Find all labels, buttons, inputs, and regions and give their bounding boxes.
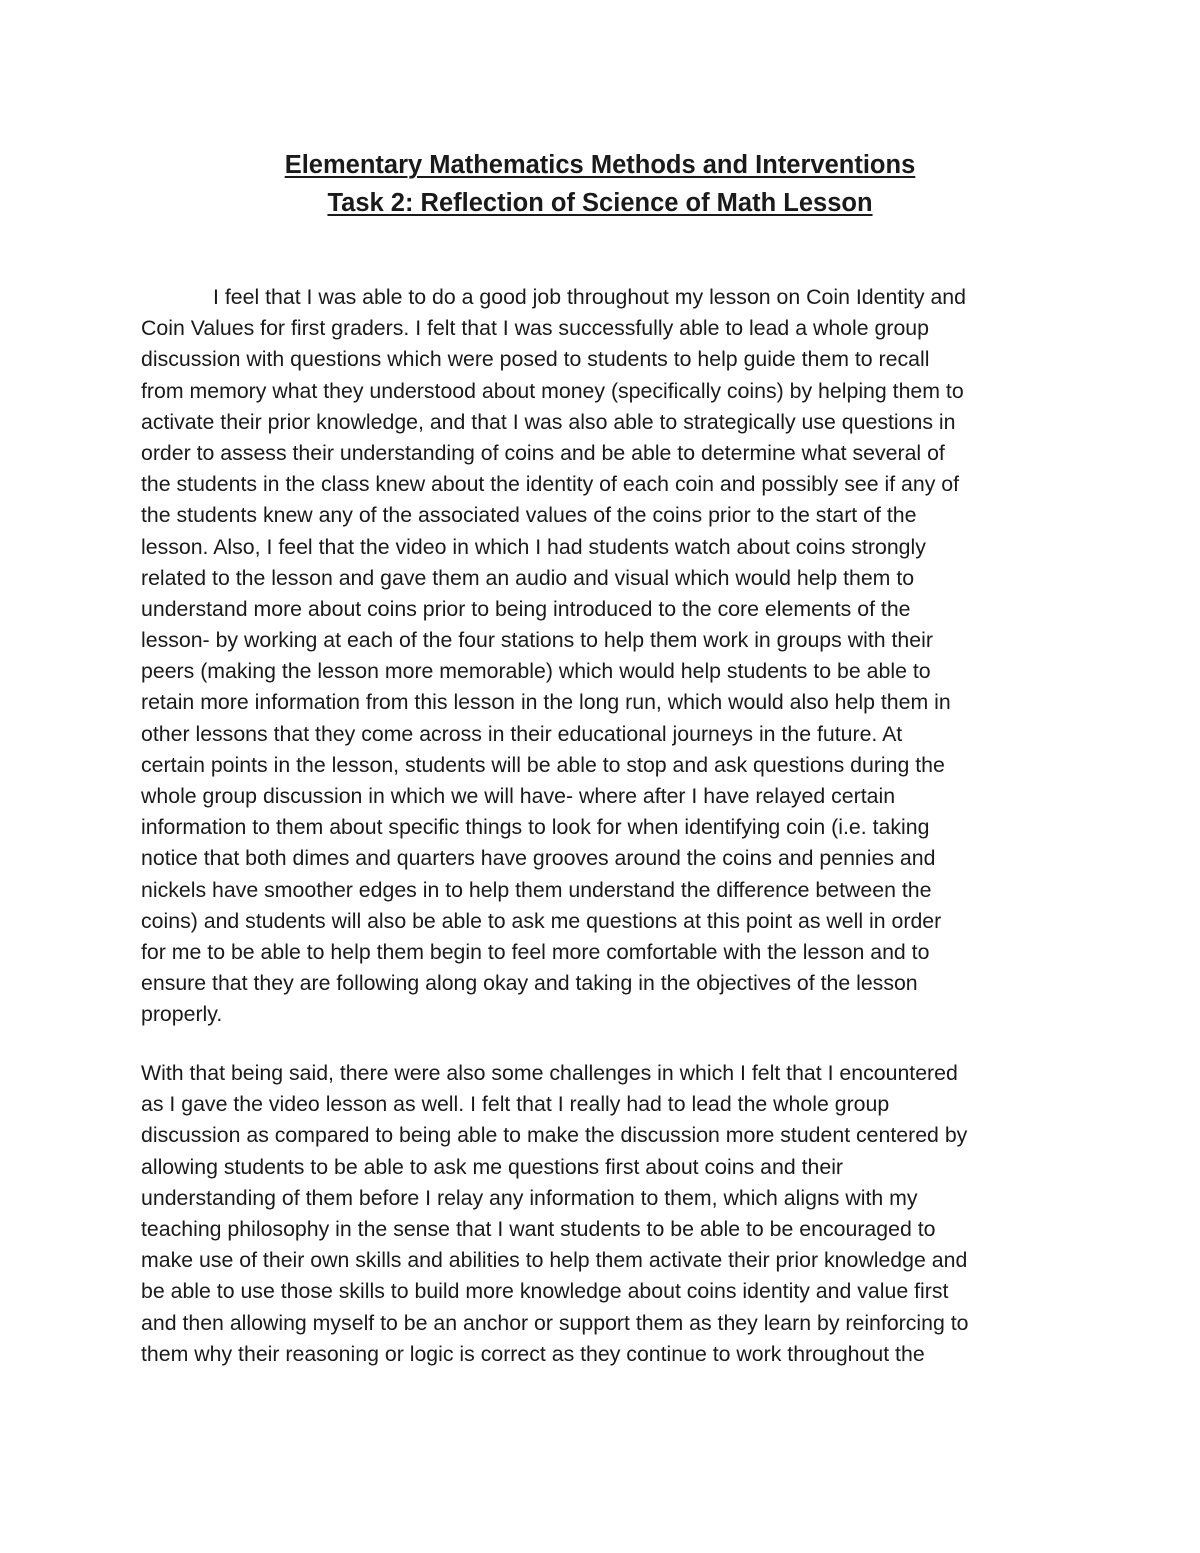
- paragraph-line: activate their prior knowledge, and that I was also able to strategically use questions in: [141, 409, 956, 434]
- paragraph-line: certain points in the lesson, students will be able to stop and ask questions during the: [141, 752, 945, 777]
- paragraph-line: coins) and students will also be able to ask me questions at this point as well in order: [141, 908, 942, 933]
- paragraph-2: [141, 1058, 1061, 1370]
- title-line-1: Elementary Mathematics Methods and Interventions: [284, 151, 916, 179]
- paragraph-line: as I gave the video lesson as well. I felt that I really had to lead the whole group: [141, 1092, 890, 1117]
- paragraph-line: other lessons that they come across in their educational journeys in the future. At: [141, 721, 903, 746]
- paragraph-line: lesson- by working at each of the four stations to help them work in groups with their: [141, 628, 933, 653]
- paragraph-line: from memory what they understood about money (specifically coins) by helping them to: [141, 378, 964, 403]
- paragraph-line: understand more about coins prior to being introduced to the core elements of the: [141, 596, 911, 621]
- paragraph-line: properly.: [141, 1002, 223, 1027]
- paragraph-line: discussion as compared to being able to make the discussion more student centered by: [141, 1123, 968, 1148]
- paragraph-line: order to assess their understanding of coins and be able to determine what several of: [141, 440, 945, 465]
- paragraph-line: make use of their own skills and abilities to help them activate their prior knowledge and: [141, 1248, 968, 1273]
- paragraph-line: whole group discussion in which we will have- where after I have relayed certain: [141, 784, 896, 808]
- paragraph-line: With that being said, there were also some challenges in which I felt that I encountered: [141, 1061, 958, 1085]
- paragraph-line: Coin Values for first graders. I felt that I was successfully able to lead a whole group: [141, 316, 929, 341]
- paragraph-line: nickels have smoother edges in to help them understand the difference between the: [141, 877, 932, 902]
- paragraph-line: and then allowing myself to be an anchor or support them as they learn by reinforcing to: [141, 1310, 969, 1335]
- paragraph-line: related to the lesson and gave them an audio and visual which would help them to: [141, 565, 915, 590]
- paragraph-line: retain more information from this lesson in the long run, which would also help them in: [141, 690, 951, 715]
- paragraph-line: information to them about specific things to look for when identifying coin (i.e. taking: [141, 815, 930, 840]
- paragraph-line: understanding of them before I relay any information to them, which aligns with my: [141, 1185, 918, 1210]
- paragraph-line: I feel that I was able to do a good job throughout my lesson on Coin Identity and: [213, 285, 966, 309]
- paragraph-line: teaching philosophy in the sense that I want students to be able to be encouraged to: [141, 1216, 936, 1241]
- paragraph-line: for me to be able to help them begin to feel more comfortable with the lesson and to: [141, 939, 930, 964]
- document-title: [0, 146, 1200, 222]
- paragraph-line: discussion with questions which were posed to students to help guide them to recall: [141, 347, 930, 372]
- paragraph-line: the students knew any of the associated values of the coins prior to the start of the: [141, 503, 917, 528]
- paragraph-line: lesson. Also, I feel that the video in which I had students watch about coins strongly: [141, 534, 926, 559]
- paragraph-line: peers (making the lesson more memorable) which would help students to be able to: [141, 659, 931, 684]
- paragraph-line: ensure that they are following along okay and taking in the objectives of the lesson: [141, 971, 918, 996]
- paragraph-line: be able to use those skills to build more knowledge about coins identity and value first: [141, 1279, 949, 1304]
- paragraph-line: notice that both dimes and quarters have grooves around the coins and pennies and: [141, 846, 936, 871]
- paragraph-line: the students in the class knew about the identity of each coin and possibly see if any of: [141, 472, 960, 497]
- paragraph-1: [141, 282, 1061, 1031]
- paragraph-line: them why their reasoning or logic is correct as they continue to work throughout the: [141, 1341, 925, 1366]
- paragraph-line: allowing students to be able to ask me questions first about coins and their: [141, 1154, 844, 1179]
- title-line-2: Task 2: Reflection of Science of Math Lesson: [327, 189, 873, 217]
